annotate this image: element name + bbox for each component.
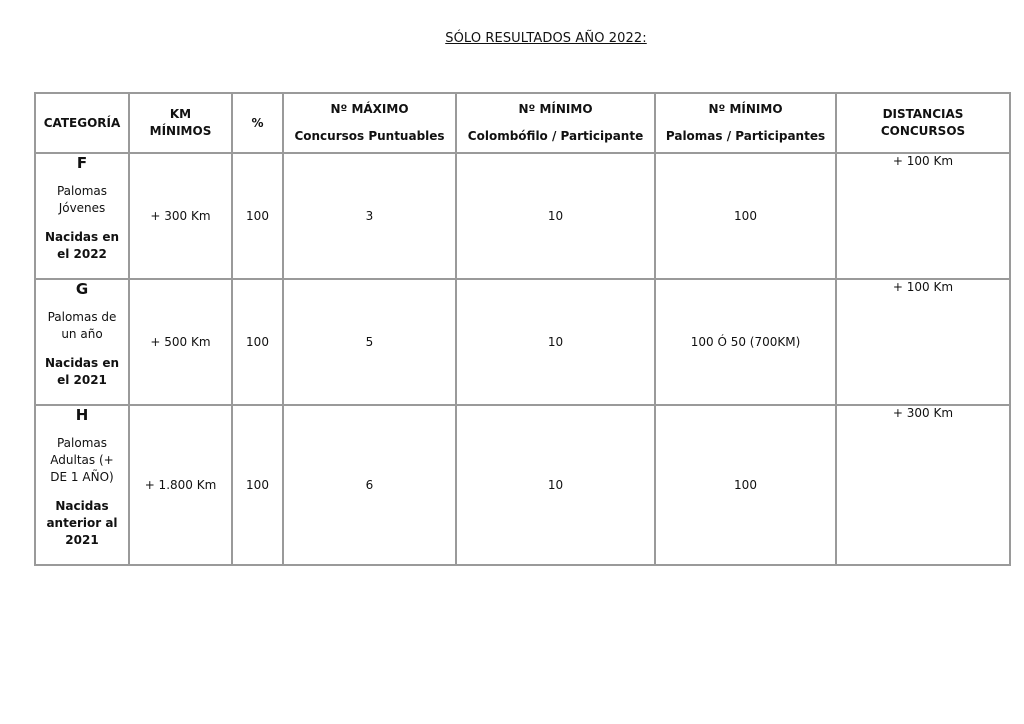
document-title: SÓLO RESULTADOS AÑO 2022: bbox=[445, 31, 647, 46]
percent-cell: 100 bbox=[232, 279, 283, 405]
results-table bbox=[34, 92, 1011, 566]
distancias-cell: + 100 Km bbox=[836, 279, 1010, 405]
percent-cell: 100 bbox=[232, 405, 283, 565]
category-description: Palomas Adultas (+ DE 1 AÑO) bbox=[50, 436, 114, 484]
min-colombofilo-cell: 10 bbox=[456, 405, 655, 565]
category-cell bbox=[35, 405, 129, 565]
header-max-concursos bbox=[283, 93, 456, 153]
header-min-palomas-bottom: Palomas / Participantes bbox=[665, 129, 826, 143]
min-palomas-cell: 100 bbox=[655, 405, 836, 565]
table-row bbox=[35, 153, 1010, 279]
category-description: Palomas Jóvenes bbox=[56, 184, 108, 215]
header-row bbox=[35, 93, 1010, 153]
category-cell bbox=[35, 153, 129, 279]
table-row bbox=[35, 279, 1010, 405]
category-born: Nacidas en el 2021 bbox=[44, 356, 120, 387]
max-concursos-cell: 6 bbox=[283, 405, 456, 565]
category-cell bbox=[35, 279, 129, 405]
min-colombofilo-cell: 10 bbox=[456, 279, 655, 405]
percent-cell: 100 bbox=[232, 153, 283, 279]
header-min-colombofilo-bottom: Colombófilo / Participante bbox=[467, 129, 644, 143]
header-min-colombofilo bbox=[456, 93, 655, 153]
header-min-colombofilo-top: Nº MÍNIMO bbox=[518, 102, 593, 116]
max-concursos-cell: 5 bbox=[283, 279, 456, 405]
category-born: Nacidas anterior al 2021 bbox=[46, 499, 118, 547]
header-min-palomas bbox=[655, 93, 836, 153]
category-letter: F bbox=[76, 154, 88, 172]
header-max-concursos-bottom: Concursos Puntuables bbox=[294, 129, 445, 143]
header-porcentaje: % bbox=[232, 93, 283, 153]
km-minimos-cell: + 300 Km bbox=[129, 153, 232, 279]
distancias-cell: + 100 Km bbox=[836, 153, 1010, 279]
header-km-minimos: KM MÍNIMOS bbox=[129, 93, 232, 153]
header-min-palomas-top: Nº MÍNIMO bbox=[708, 102, 783, 116]
header-max-concursos-top: Nº MÁXIMO bbox=[330, 102, 409, 116]
category-description: Palomas de un año bbox=[47, 310, 117, 341]
max-concursos-cell: 3 bbox=[283, 153, 456, 279]
min-palomas-cell: 100 Ó 50 (700KM) bbox=[655, 279, 836, 405]
min-palomas-cell: 100 bbox=[655, 153, 836, 279]
distancias-cell: + 300 Km bbox=[836, 405, 1010, 565]
header-distancias: DISTANCIAS CONCURSOS bbox=[836, 93, 1010, 153]
category-born: Nacidas en el 2022 bbox=[44, 230, 120, 261]
category-letter: H bbox=[75, 406, 89, 424]
table-row bbox=[35, 405, 1010, 565]
header-categoria: CATEGORÍA bbox=[35, 93, 129, 153]
min-colombofilo-cell: 10 bbox=[456, 153, 655, 279]
km-minimos-cell: + 500 Km bbox=[129, 279, 232, 405]
km-minimos-cell: + 1.800 Km bbox=[129, 405, 232, 565]
category-letter: G bbox=[75, 280, 89, 298]
